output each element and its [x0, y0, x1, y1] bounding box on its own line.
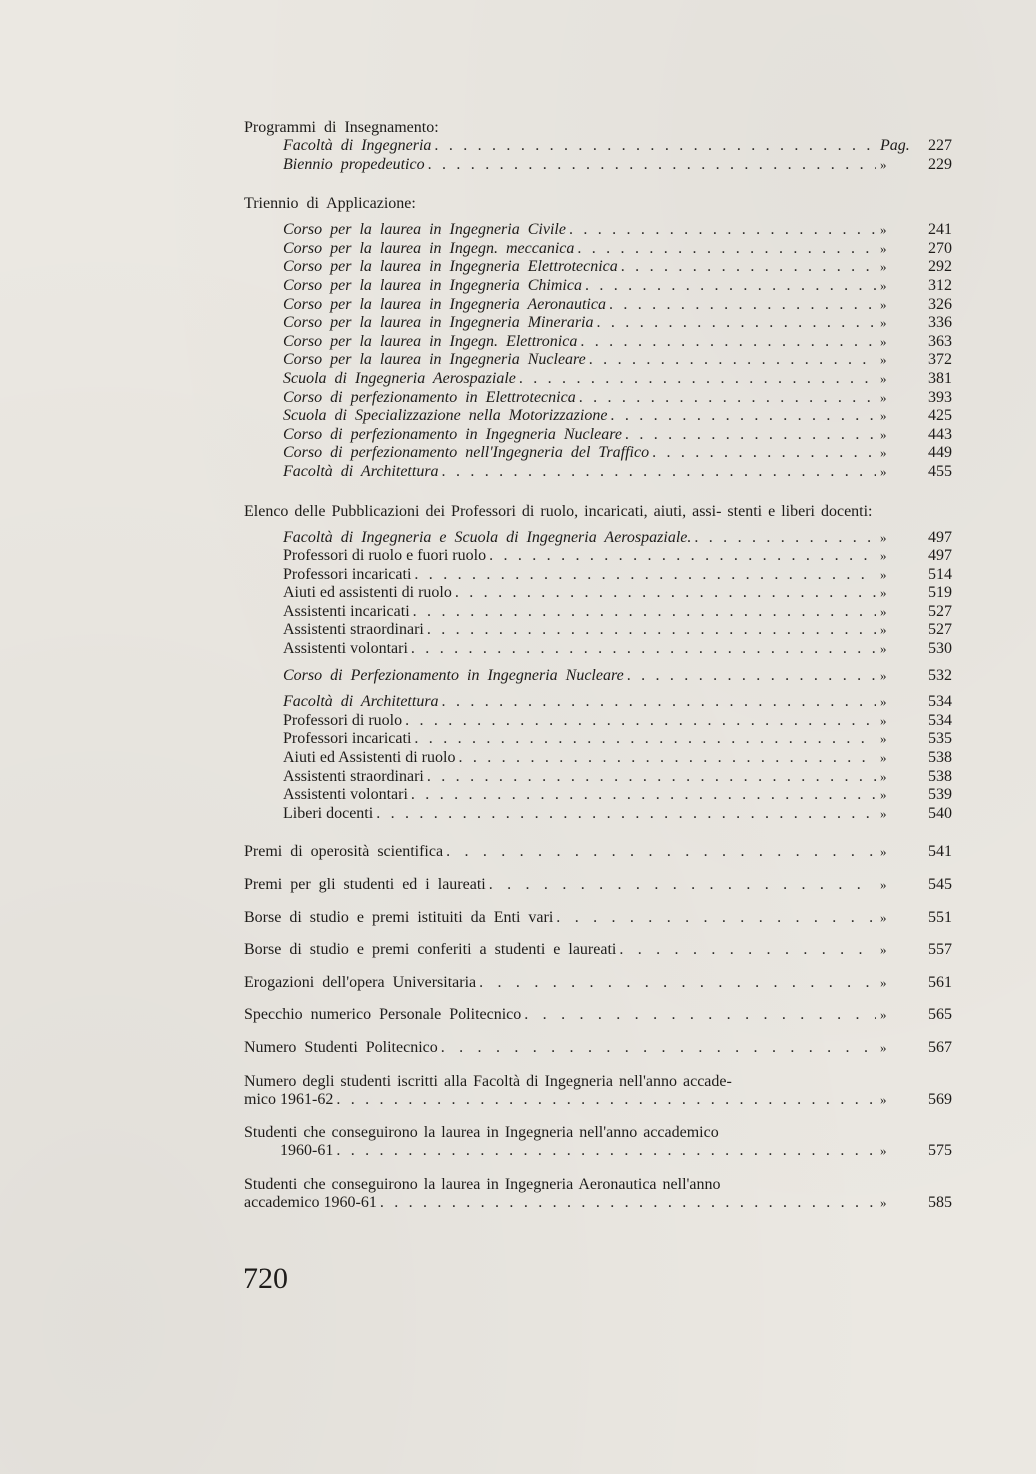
entry-title: Corso per la laurea in Ingegneria Mineraria	[283, 314, 594, 332]
page-ref	[876, 730, 952, 749]
dot-leader	[424, 621, 876, 640]
dot-leader	[582, 277, 876, 296]
entry-title: Corso per la laurea in Ingegneria Civile	[283, 221, 566, 239]
entry-title: Professori incaricati	[283, 730, 412, 748]
ditto-mark: »	[880, 1007, 887, 1023]
page-ref	[876, 712, 952, 731]
page-number-ref: 363	[928, 332, 952, 350]
page-number-ref: 381	[928, 369, 952, 387]
entry-title: Premi per gli studenti ed i laureati	[244, 876, 486, 893]
dot-leader	[607, 407, 876, 426]
entry-title-line: accademico 1960-61	[244, 1193, 377, 1211]
page-number-ref: 567	[928, 1038, 952, 1056]
page-number-ref: 538	[928, 749, 952, 767]
dot-leader	[566, 221, 876, 240]
dot-leader	[411, 566, 876, 585]
dot-leader	[691, 529, 876, 548]
dot-leader	[411, 730, 876, 749]
section-heading: Triennio di Applicazione:	[244, 195, 416, 213]
ditto-mark: »	[880, 259, 887, 275]
page-number-ref: 455	[928, 462, 952, 480]
toc-entry[interactable]	[244, 463, 952, 482]
dot-leader	[486, 547, 876, 566]
ditto-mark: »	[880, 156, 887, 172]
ditto-mark: »	[880, 222, 887, 238]
toc-entry[interactable]	[244, 786, 952, 805]
entry-title: Scuola di Ingegneria Aerospaziale	[283, 369, 516, 387]
page-number-ref: 326	[928, 295, 952, 313]
page-ref	[876, 547, 952, 566]
page-number-ref: 541	[928, 843, 952, 861]
entry-title: Assistenti straordinari	[283, 621, 424, 639]
ditto-mark: »	[880, 1091, 887, 1107]
page-ref	[876, 693, 952, 712]
toc-entry[interactable]	[244, 277, 952, 296]
ditto-mark: »	[880, 463, 887, 479]
page-ref	[876, 843, 952, 862]
toc-entry-continuation	[244, 1194, 952, 1213]
page-number-ref: 270	[928, 239, 952, 257]
toc-entry[interactable]	[244, 333, 952, 352]
page-number-ref: 497	[928, 547, 952, 565]
toc-entry[interactable]	[244, 547, 952, 566]
dot-leader	[408, 640, 876, 659]
page-number-ref: 561	[928, 973, 952, 991]
page-ref	[876, 805, 952, 824]
page-ref	[876, 156, 952, 175]
entry-title: Corso per la laurea in Ingegn. Elettronica	[283, 332, 578, 350]
page-number-ref: 527	[928, 602, 952, 620]
toc-entry[interactable]	[244, 137, 952, 156]
page-ref	[876, 296, 952, 315]
dot-leader	[616, 941, 876, 960]
page-number-ref: 540	[928, 804, 952, 822]
ditto-mark: »	[880, 844, 887, 860]
page-ref	[876, 768, 952, 787]
dot-leader	[455, 749, 876, 768]
page-ref	[876, 314, 952, 333]
entry-title: Corso di perfezionamento in Elettrotecnica	[283, 388, 576, 406]
page-ref	[876, 221, 952, 240]
toc-entry[interactable]	[244, 730, 952, 749]
page-number-ref: 312	[928, 276, 952, 294]
toc-entry[interactable]	[244, 1039, 952, 1058]
entry-title: Facoltà di Ingegneria	[283, 137, 432, 154]
entry-title: Professori di ruolo e fuori ruolo	[283, 547, 487, 565]
dot-leader	[431, 137, 876, 156]
page-ref	[876, 603, 952, 622]
page-number-ref: 532	[928, 666, 952, 684]
page-number-ref: 497	[928, 528, 952, 546]
toc-entry-continuation	[244, 1142, 952, 1161]
entry-title: Specchio numerico Personale Politecnico	[244, 1006, 522, 1024]
page-number-ref: 393	[928, 388, 952, 406]
entry-title: Assistenti incaricati	[283, 602, 410, 620]
page-number-ref: 519	[928, 584, 952, 602]
entry-title: Borse di studio e premi istituiti da Enti vari	[244, 908, 554, 926]
table-of-contents	[244, 118, 952, 1226]
ditto-mark: »	[880, 566, 887, 582]
entry-title: Erogazioni dell'opera Universitaria	[244, 973, 477, 991]
page-number-ref: 575	[928, 1142, 952, 1160]
page-ref	[876, 621, 952, 640]
dot-leader	[439, 463, 876, 482]
page-number-ref: 241	[928, 221, 952, 239]
ditto-mark: »	[880, 942, 887, 958]
toc-entry[interactable]	[244, 351, 952, 370]
entry-title: Assistenti volontari	[283, 640, 408, 658]
toc-entry-multiline[interactable]	[244, 1123, 952, 1161]
page-number-ref: 569	[928, 1090, 952, 1108]
dot-leader	[606, 296, 876, 315]
section-heading: Elenco delle Pubblicazioni dei Professori di ruolo, incaricati, aiuti, assi- stenti e liberi docenti:	[244, 502, 873, 520]
dot-leader	[425, 156, 876, 175]
page-ref	[876, 444, 952, 463]
entry-title: Premi di operosità scientifica	[244, 843, 444, 861]
page-ref	[876, 463, 952, 482]
page-ref	[876, 1039, 952, 1058]
toc-entry-multiline[interactable]	[244, 1072, 952, 1110]
page-number-ref: 372	[928, 351, 952, 369]
page-ref	[876, 351, 952, 370]
ditto-mark: »	[880, 352, 887, 368]
ditto-mark: »	[880, 426, 887, 442]
dot-leader	[408, 786, 876, 805]
page-ref	[876, 1194, 952, 1213]
ditto-mark: »	[880, 712, 887, 728]
page-number-ref: 551	[928, 908, 952, 926]
toc-entry[interactable]	[244, 370, 952, 389]
dot-leader	[594, 314, 877, 333]
ditto-mark: »	[880, 333, 887, 349]
entry-title-line: mico 1961-62	[244, 1090, 334, 1108]
toc-entry[interactable]	[244, 407, 952, 426]
page-number-ref: 534	[928, 693, 952, 711]
page-number-ref: 530	[928, 640, 952, 658]
entry-title: Corso di perfezionamento nell'Ingegneria del Traffico	[283, 444, 650, 462]
page-number-ref: 514	[928, 565, 952, 583]
entry-title: Professori incaricati	[283, 565, 412, 583]
page-number: 720	[243, 1262, 288, 1295]
page-ref	[876, 407, 952, 426]
entry-title-line: Studenti che conseguirono la laurea in Ingegneria nell'anno accademico	[244, 1124, 719, 1142]
entry-title: Corso per la laurea in Ingegn. meccanica	[283, 239, 575, 257]
ditto-mark: »	[880, 805, 887, 821]
entry-title-line: 1960-61	[280, 1142, 334, 1160]
dot-leader	[624, 667, 876, 686]
ditto-mark: »	[880, 731, 887, 747]
toc-entry[interactable]	[244, 667, 952, 686]
entry-title-line: Studenti che conseguirono la laurea in Ingegneria Aeronautica nell'anno	[244, 1175, 721, 1193]
page-ref	[876, 389, 952, 408]
entry-title: Corso di perfezionamento in Ingegneria Nucleare	[283, 425, 622, 443]
ditto-mark: »	[880, 370, 887, 386]
section-heading: Programmi di Insegnamento:	[244, 119, 439, 136]
page-number-ref: 535	[928, 730, 952, 748]
page-ref	[876, 1006, 952, 1025]
dot-leader	[439, 693, 876, 712]
toc-entry[interactable]	[244, 909, 952, 928]
toc-entry[interactable]	[244, 768, 952, 787]
page-number-ref: 292	[928, 258, 952, 276]
page-number-ref: 534	[928, 711, 952, 729]
page-ref	[876, 370, 952, 389]
toc-entry[interactable]	[244, 221, 952, 240]
page-ref	[876, 941, 952, 960]
toc-entry[interactable]	[244, 712, 952, 731]
ditto-mark: »	[880, 694, 887, 710]
page-number-ref: 443	[928, 425, 952, 443]
page-number-ref: 449	[928, 444, 952, 462]
toc-entry[interactable]	[244, 584, 952, 603]
dot-leader	[586, 351, 876, 370]
toc-entry-continuation	[244, 1091, 952, 1110]
toc-entry[interactable]	[244, 389, 952, 408]
toc-entry[interactable]	[244, 156, 952, 175]
toc-entry[interactable]	[244, 1006, 952, 1025]
dot-leader	[576, 389, 876, 408]
toc-entry[interactable]	[244, 426, 952, 445]
page-ref	[876, 876, 952, 895]
entry-title: Assistenti volontari	[283, 786, 408, 804]
ditto-mark: »	[880, 296, 887, 312]
page-ref	[876, 240, 952, 259]
ditto-mark: Pag.	[880, 137, 910, 154]
dot-leader	[618, 258, 876, 277]
toc-entry[interactable]	[244, 941, 952, 960]
page-ref	[876, 333, 952, 352]
toc-entry[interactable]	[244, 258, 952, 277]
page-number-ref: 585	[928, 1193, 952, 1211]
ditto-mark: »	[880, 408, 887, 424]
entry-title: Corso per la laurea in Ingegneria Aeronautica	[283, 295, 606, 313]
toc-entry[interactable]	[244, 876, 952, 895]
dot-leader	[574, 240, 876, 259]
entry-title: Assistenti straordinari	[283, 767, 424, 785]
ditto-mark: »	[880, 1039, 887, 1055]
ditto-mark: »	[880, 877, 887, 892]
page-number-ref: 565	[928, 1006, 952, 1024]
entry-title: Aiuti ed assistenti di ruolo	[283, 584, 452, 602]
page-ref	[876, 909, 952, 928]
entry-title: Facoltà di Architettura	[283, 462, 439, 480]
toc-entry[interactable]	[244, 444, 952, 463]
dot-leader	[373, 805, 876, 824]
ditto-mark: »	[880, 667, 887, 683]
ditto-mark: »	[880, 1143, 887, 1159]
toc-entry[interactable]	[244, 529, 952, 548]
ditto-mark: »	[880, 315, 887, 331]
toc-entry[interactable]	[244, 749, 952, 768]
page-ref	[876, 426, 952, 445]
entry-title: Facoltà di Architettura	[283, 693, 439, 711]
page-ref	[876, 667, 952, 686]
page-ref	[876, 749, 952, 768]
page-number-ref: 545	[928, 876, 952, 893]
dot-leader	[443, 843, 876, 862]
ditto-mark: »	[880, 974, 887, 990]
ditto-mark: »	[880, 750, 887, 766]
dot-leader	[452, 584, 876, 603]
dot-leader	[402, 712, 876, 731]
entry-title: Corso per la laurea in Ingegneria Chimica	[283, 276, 582, 294]
page-ref	[876, 566, 952, 585]
page-ref	[876, 277, 952, 296]
dot-leader	[649, 444, 876, 463]
ditto-mark: »	[880, 622, 887, 638]
dot-leader	[424, 768, 876, 787]
page-ref	[876, 974, 952, 993]
dot-leader	[622, 426, 876, 445]
toc-entry[interactable]	[244, 640, 952, 659]
entry-title: Corso per la laurea in Ingegneria Nucleare	[283, 351, 586, 369]
page-number-ref: 527	[928, 621, 952, 639]
ditto-mark: »	[880, 585, 887, 601]
ditto-mark: »	[880, 1194, 887, 1210]
dot-leader	[333, 1091, 876, 1110]
toc-entry[interactable]	[244, 603, 952, 622]
page-number-ref: 425	[928, 407, 952, 425]
ditto-mark: »	[880, 548, 887, 564]
entry-title: Corso per la laurea in Ingegneria Elettrotecnica	[283, 258, 618, 276]
dot-leader	[333, 1142, 876, 1161]
ditto-mark: »	[880, 768, 887, 784]
ditto-mark: »	[880, 787, 887, 803]
ditto-mark: »	[880, 909, 887, 925]
ditto-mark: »	[880, 445, 887, 461]
toc-entry[interactable]	[244, 314, 952, 333]
dot-leader	[377, 1194, 876, 1213]
dot-leader	[438, 1039, 876, 1058]
page-ref	[876, 584, 952, 603]
dot-leader	[553, 909, 876, 928]
page-ref	[876, 1142, 952, 1161]
page-number-ref: 539	[928, 786, 952, 804]
dot-leader	[476, 974, 876, 993]
ditto-mark: »	[880, 240, 887, 256]
toc-entry[interactable]	[244, 621, 952, 640]
toc-entry[interactable]	[244, 693, 952, 712]
toc-entry[interactable]	[244, 805, 952, 824]
entry-title: Corso di Perfezionamento in Ingegneria Nucleare	[283, 666, 624, 684]
toc-entry-multiline[interactable]	[244, 1175, 952, 1213]
dot-leader	[516, 370, 876, 389]
page-number-ref: 538	[928, 767, 952, 785]
dot-leader	[521, 1006, 876, 1025]
ditto-mark: »	[880, 529, 887, 545]
entry-title: Facoltà di Ingegneria e Scuola di Ingegneria Aerospaziale.	[283, 528, 692, 546]
dot-leader	[410, 603, 876, 622]
entry-title: Professori di ruolo	[283, 711, 403, 729]
ditto-mark: »	[880, 641, 887, 657]
page-number-ref: 557	[928, 941, 952, 959]
toc-entry[interactable]	[244, 296, 952, 315]
entry-title: Liberi docenti	[283, 804, 374, 822]
toc-entry[interactable]	[244, 843, 952, 862]
dot-leader	[486, 876, 876, 895]
ditto-mark: »	[880, 389, 887, 405]
toc-entry[interactable]	[244, 240, 952, 259]
page-ref	[876, 137, 952, 156]
entry-title: Numero Studenti Politecnico	[244, 1038, 438, 1056]
page-ref	[876, 529, 952, 548]
page-ref	[876, 786, 952, 805]
dot-leader	[577, 333, 876, 352]
toc-entry[interactable]	[244, 974, 952, 993]
entry-title: Borse di studio e premi conferiti a studenti e laureati	[244, 941, 617, 959]
page-number-ref: 229	[928, 155, 952, 173]
ditto-mark: »	[880, 277, 887, 293]
entry-title-line: Numero degli studenti iscritti alla Facoltà di Ingegneria nell'anno accade-	[244, 1072, 732, 1090]
page-ref	[876, 258, 952, 277]
toc-entry[interactable]	[244, 566, 952, 585]
page-ref	[876, 1091, 952, 1110]
page-ref	[876, 640, 952, 659]
page-number-ref: 227	[928, 137, 952, 154]
ditto-mark: »	[880, 603, 887, 619]
entry-title: Biennio propedeutico	[283, 155, 425, 173]
entry-title: Aiuti ed Assistenti di ruolo	[283, 749, 456, 767]
entry-title: Scuola di Specializzazione nella Motorizzazione	[283, 407, 608, 425]
page-number-ref: 336	[928, 314, 952, 332]
